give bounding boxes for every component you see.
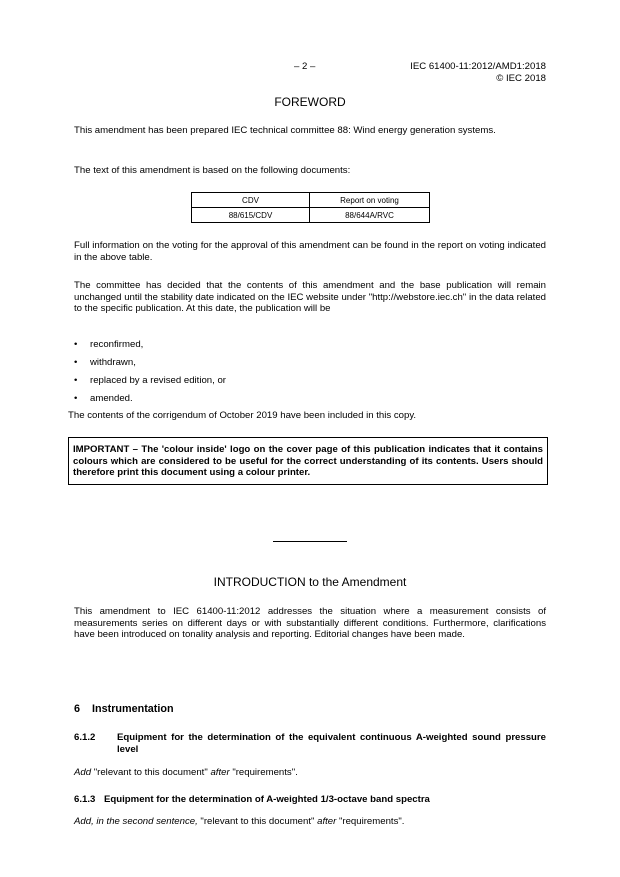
bullet-icon: • [74,393,78,404]
section-heading [74,703,174,715]
foreword-paragraph-4: The committee has decided that the contents of this amendment and the base publication will remain unchanged until the stability date indicated on the IEC website under "http://webstore.iec.ch" in the data related to the specific publication. At this date, the publication will be [74,280,546,315]
list-item-text: reconfirmed, [90,339,144,350]
copyright: © IEC 2018 [496,72,546,84]
instruction-quote: "relevant to this document" [93,767,208,778]
table-cell-cdv: 88/615/CDV [192,208,310,223]
important-notice: IMPORTANT – The 'colour inside' logo on the cover page of this publication indicates that it contains colours which are considered to be useful for the correct understanding of its contents. Users should therefore print this document using a colour printer. [68,437,548,485]
instruction-verb: Add [74,767,92,778]
corrigendum-note: The contents of the corrigendum of October 2019 have been included in this copy. [68,410,417,421]
list-item-text: withdrawn, [90,357,136,368]
table-row [192,208,430,223]
instruction-after: after [210,767,230,778]
document-reference [410,61,546,84]
table-header-report: Report on voting [310,193,430,208]
instruction-6-1-2 [74,767,298,779]
standard-id: IEC 61400-11:2012/AMD1:2018 [410,61,546,72]
instruction-quote: "requirements". [338,816,405,827]
instruction-quote: "requirements". [232,767,298,778]
subsection-number: 6.1.3 [74,794,96,805]
list-item-text: replaced by a revised edition, or [90,375,226,386]
instruction-verb: Add, in the second sentence, [74,816,198,827]
foreword-paragraph-1: This amendment has been prepared IEC technical committee 88: Wind energy generation systems. [74,125,496,136]
foreword-paragraph-2: The text of this amendment is based on the following documents: [74,165,351,176]
subsection-title: Equipment for the determination of A-weighted 1/3-octave band spectra [104,794,430,805]
table-header-row [192,193,430,208]
list-item-text: amended. [90,393,133,404]
section-number: 6 [74,703,81,715]
section-title: Instrumentation [92,703,174,715]
subsection-heading-6-1-2 [74,732,546,755]
instruction-6-1-3 [74,816,404,828]
instruction-quote: "relevant to this document" [200,816,315,827]
page-number: – 2 – [294,61,316,72]
separator-line [273,541,347,542]
table-header-cdv: CDV [192,193,310,208]
introduction-title: INTRODUCTION to the Amendment [213,575,407,589]
foreword-paragraph-3: Full information on the voting for the approval of this amendment can be found in the report on voting indicated in the above table. [74,240,546,263]
subsection-heading-6-1-3 [74,794,430,806]
bullet-icon: • [74,339,78,350]
instruction-after: after [317,816,337,827]
subsection-title: Equipment for the determination of the equivalent continuous A-weighted sound pressure level [117,732,546,755]
documents-table [191,192,430,223]
bullet-icon: • [74,357,78,368]
bullet-icon: • [74,375,78,386]
foreword-title: FOREWORD [274,95,346,109]
introduction-paragraph: This amendment to IEC 61400-11:2012 addresses the situation where a measurement consists of measurements series on different days or with substantially different conditions. Furthermore, clarifications have been introduced on tonality analysis and reporting. Editorial changes have been made. [74,606,546,641]
table-cell-report: 88/644A/RVC [310,208,430,223]
subsection-number: 6.1.2 [74,732,96,743]
